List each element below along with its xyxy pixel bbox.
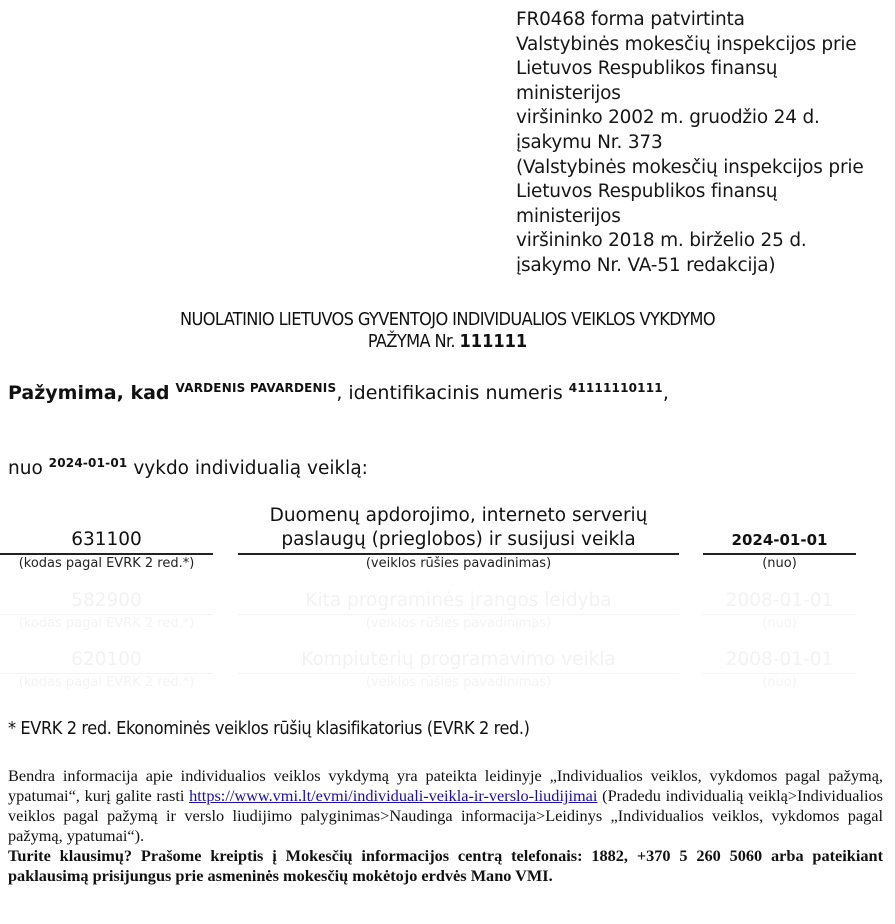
document-title xyxy=(0,309,895,353)
activity-code-caption: (kodas pagal EVRK 2 red.*) xyxy=(18,675,195,690)
underline-rule xyxy=(0,553,213,555)
activity-code: 620100 xyxy=(71,649,142,670)
evrk-footnote: * EVRK 2 red. Ekonominės veiklos rūšių klasifikatorius (EVRK 2 red.) xyxy=(8,718,530,739)
activity-name-caption: (veiklos rūšies pavadinimas) xyxy=(365,556,552,571)
vmi-link[interactable]: https://www.vmi.lt/evmi/individuali-veikla-ir-verslo-liudijimai xyxy=(189,786,598,805)
underline-rule xyxy=(238,673,679,674)
activity-date-caption: (nuo) xyxy=(762,556,797,571)
underline-rule xyxy=(703,673,856,674)
approval-line: Valstybinės mokesčių inspekcijos prie xyxy=(516,33,857,55)
underline-rule xyxy=(703,553,856,555)
activity-date-cell xyxy=(703,528,856,572)
contact-notice: Turite klausimų? Prašome kreiptis į Mokesčių informacijos centrą telefonais: 1882, +370 5 260 5060 arba pateikiant paklausimą prisijungus prie asmeninės mokesčių mokėtojo erdvės Mano VMI. xyxy=(8,846,883,885)
approval-line: ministerijos xyxy=(516,82,621,104)
id-label: , identifikacinis numeris xyxy=(336,382,563,404)
statement-trailing: , xyxy=(662,382,669,404)
activity-date-caption: (nuo) xyxy=(762,675,797,690)
activity-name: Kita programinės įrangos leidyba xyxy=(305,590,612,611)
info-text-after: (Pradedu individualią veiklą>Individualios veiklos pagal pažymą ir verslo liudijimo palyginimas>Naudinga informacija>Leidinys „Individualios veiklos, vykdomos pagal pažymą, ypatumai“). xyxy=(8,786,883,845)
activity-name-caption: (veiklos rūšies pavadinimas) xyxy=(365,675,552,690)
info-paragraph xyxy=(8,766,883,886)
activity-date-cell xyxy=(703,648,856,691)
activity-name-cell xyxy=(238,504,679,572)
approval-line: įsakymo Nr. VA-51 redakcija) xyxy=(516,254,776,276)
activity-code-cell xyxy=(0,589,213,632)
activity-code-caption: (kodas pagal EVRK 2 red.*) xyxy=(18,616,195,631)
approval-line: įsakymu Nr. 373 xyxy=(516,131,663,153)
activity-name-cell xyxy=(238,648,679,691)
approval-line: viršininko 2018 m. birželio 25 d. xyxy=(516,230,807,252)
person-name: VARDENIS PAVARDENIS xyxy=(175,381,337,395)
approval-line: FR0468 forma patvirtinta xyxy=(516,9,745,30)
since-date: 2024-01-01 xyxy=(48,456,128,470)
activity-name-caption: (veiklos rūšies pavadinimas) xyxy=(365,616,552,631)
underline-rule xyxy=(238,553,679,555)
underline-rule xyxy=(238,614,679,615)
activity-code: 631100 xyxy=(71,529,142,550)
activity-date-caption: (nuo) xyxy=(762,616,797,631)
approval-line: (Valstybinės mokesčių inspekcijos prie xyxy=(516,156,864,178)
certificate-number: 111111 xyxy=(459,331,528,352)
since-line xyxy=(8,456,368,479)
since-suffix: vykdo individualią veiklą: xyxy=(133,458,368,479)
id-number: 41111110111 xyxy=(568,381,663,395)
title-line-1: NUOLATINIO LIETUVOS GYVENTOJO INDIVIDUALIOS VEIKLOS VYKDYMO xyxy=(179,309,716,330)
title-line-2 xyxy=(0,331,895,353)
activity-name-cell xyxy=(238,589,679,632)
since-prefix: nuo xyxy=(8,458,43,479)
statement-line xyxy=(8,381,669,404)
activity-name: Duomenų apdorojimo, interneto serverių paslaugų (prieglobos) ir susijusi veikla xyxy=(269,505,648,550)
underline-rule xyxy=(0,614,213,615)
activity-code-cell xyxy=(0,528,213,572)
approval-line: ministerijos xyxy=(516,205,621,227)
activity-code-caption: (kodas pagal EVRK 2 red.*) xyxy=(18,556,195,571)
activity-date: 2008-01-01 xyxy=(725,649,834,670)
statement-lead: Pažymima, kad xyxy=(8,382,170,404)
activity-code-cell xyxy=(0,648,213,691)
faded-bottom-row xyxy=(0,910,895,924)
underline-rule xyxy=(703,614,856,615)
activity-date: 2008-01-01 xyxy=(725,590,834,611)
approval-line: Lietuvos Respublikos finansų xyxy=(516,181,778,203)
title-prefix: PAŽYMA Nr. xyxy=(367,331,455,352)
info-text: Bendra informacija apie individualios veiklos vykdymą yra pateikta leidinyje „Individualios veiklos, vykdomos pagal pažymą, ypatumai“, kurį galite rasti xyxy=(8,766,883,805)
approval-line: viršininko 2002 m. gruodžio 24 d. xyxy=(516,107,820,129)
activity-date: 2024-01-01 xyxy=(731,531,828,549)
activity-code: 582900 xyxy=(71,590,142,611)
underline-rule xyxy=(0,673,213,674)
approval-line: Lietuvos Respublikos finansų xyxy=(516,58,778,80)
activity-name: Kompiuterių programavimo veikla xyxy=(301,649,616,670)
activity-date-cell xyxy=(703,589,856,632)
approval-block xyxy=(516,8,895,279)
